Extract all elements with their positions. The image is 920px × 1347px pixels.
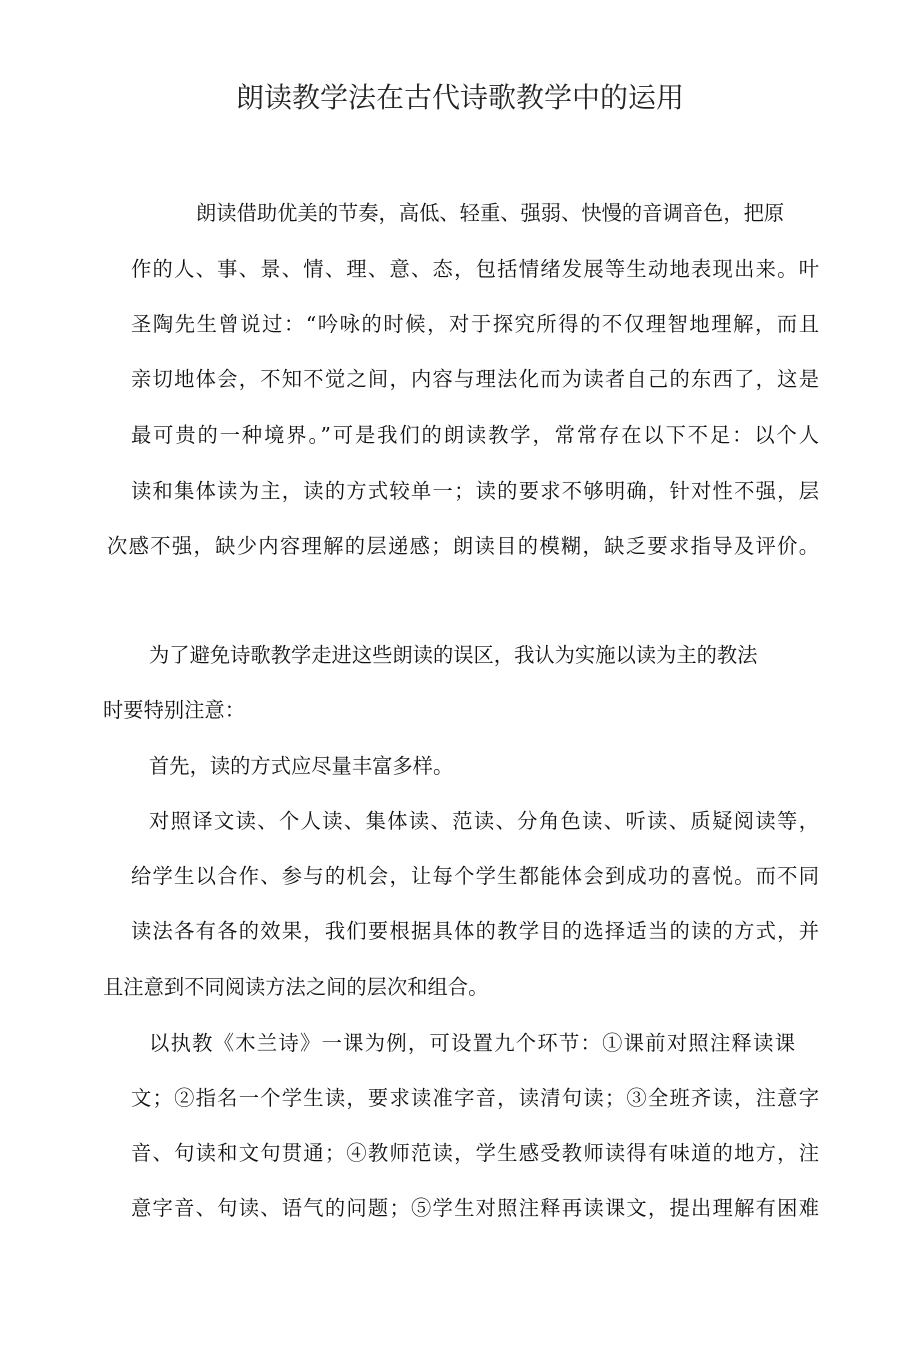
- paragraph-4-line-4: 且注意到不同阅读方法之间的层次和组合。: [103, 975, 489, 999]
- paragraph-4-line-2: 给学生以合作、参与的机会，让每个学生都能体会到成功的喜悦。而不同: [131, 864, 819, 888]
- paragraph-2-line-2: 时要特别注意：: [103, 698, 245, 722]
- paragraph-3-line-1: 首先，读的方式应尽量丰富多样。: [149, 754, 454, 778]
- paragraph-5-line-4: 意字音、句读、语气的问题；⑤学生对照注释再读课文，提出理解有困难: [131, 1196, 819, 1220]
- paragraph-1-line-5: 最可贵的一种境界。”可是我们的朗读教学，常常存在以下不足：以个人: [131, 423, 819, 447]
- paragraph-2-line-1: 为了避免诗歌教学走进这些朗读的误区，我认为实施以读为主的教法: [149, 643, 758, 667]
- paragraph-4-line-3: 读法各有各的效果，我们要根据具体的教学目的选择适当的读的方式，并: [131, 919, 819, 943]
- paragraph-1-line-4: 亲切地体会，不知不觉之间，内容与理法化而为读者自己的东西了，这是: [131, 367, 819, 391]
- paragraph-5-line-2: 文；②指名一个学生读，要求读准字音，读清句读；③全班齐读，注意字: [131, 1086, 819, 1110]
- document-title: 朗读教学法在古代诗歌教学中的运用: [235, 81, 684, 114]
- paragraph-5-line-1: 以执教《木兰诗》一课为例，可设置九个环节：①课前对照注释读课: [149, 1031, 795, 1055]
- paragraph-1-line-6: 读和集体读为主，读的方式较单一；读的要求不够明确，针对性不强，层: [131, 479, 819, 503]
- paragraph-1-line-2: 作的人、事、景、情、理、意、态，包括情绪发展等生动地表现出来。叶: [131, 257, 819, 281]
- paragraph-1-line-7: 次感不强，缺少内容理解的层递感；朗读目的模糊，缺乏要求指导及评价。: [107, 534, 819, 558]
- paragraph-1-line-3: 圣陶先生曾说过：“吟咏的时候，对于探究所得的不仅理智地理解，而且: [131, 312, 819, 336]
- paragraph-1-line-1: 朗读借助优美的节奏，高低、轻重、强弱、快慢的音调音色，把原: [196, 201, 785, 225]
- paragraph-5-line-3: 音、句读和文句贯通；④教师范读，学生感受教师读得有味道的地方，注: [131, 1141, 819, 1165]
- paragraph-4-line-1: 对照译文读、个人读、集体读、范读、分角色读、听读、质疑阅读等，: [149, 809, 819, 833]
